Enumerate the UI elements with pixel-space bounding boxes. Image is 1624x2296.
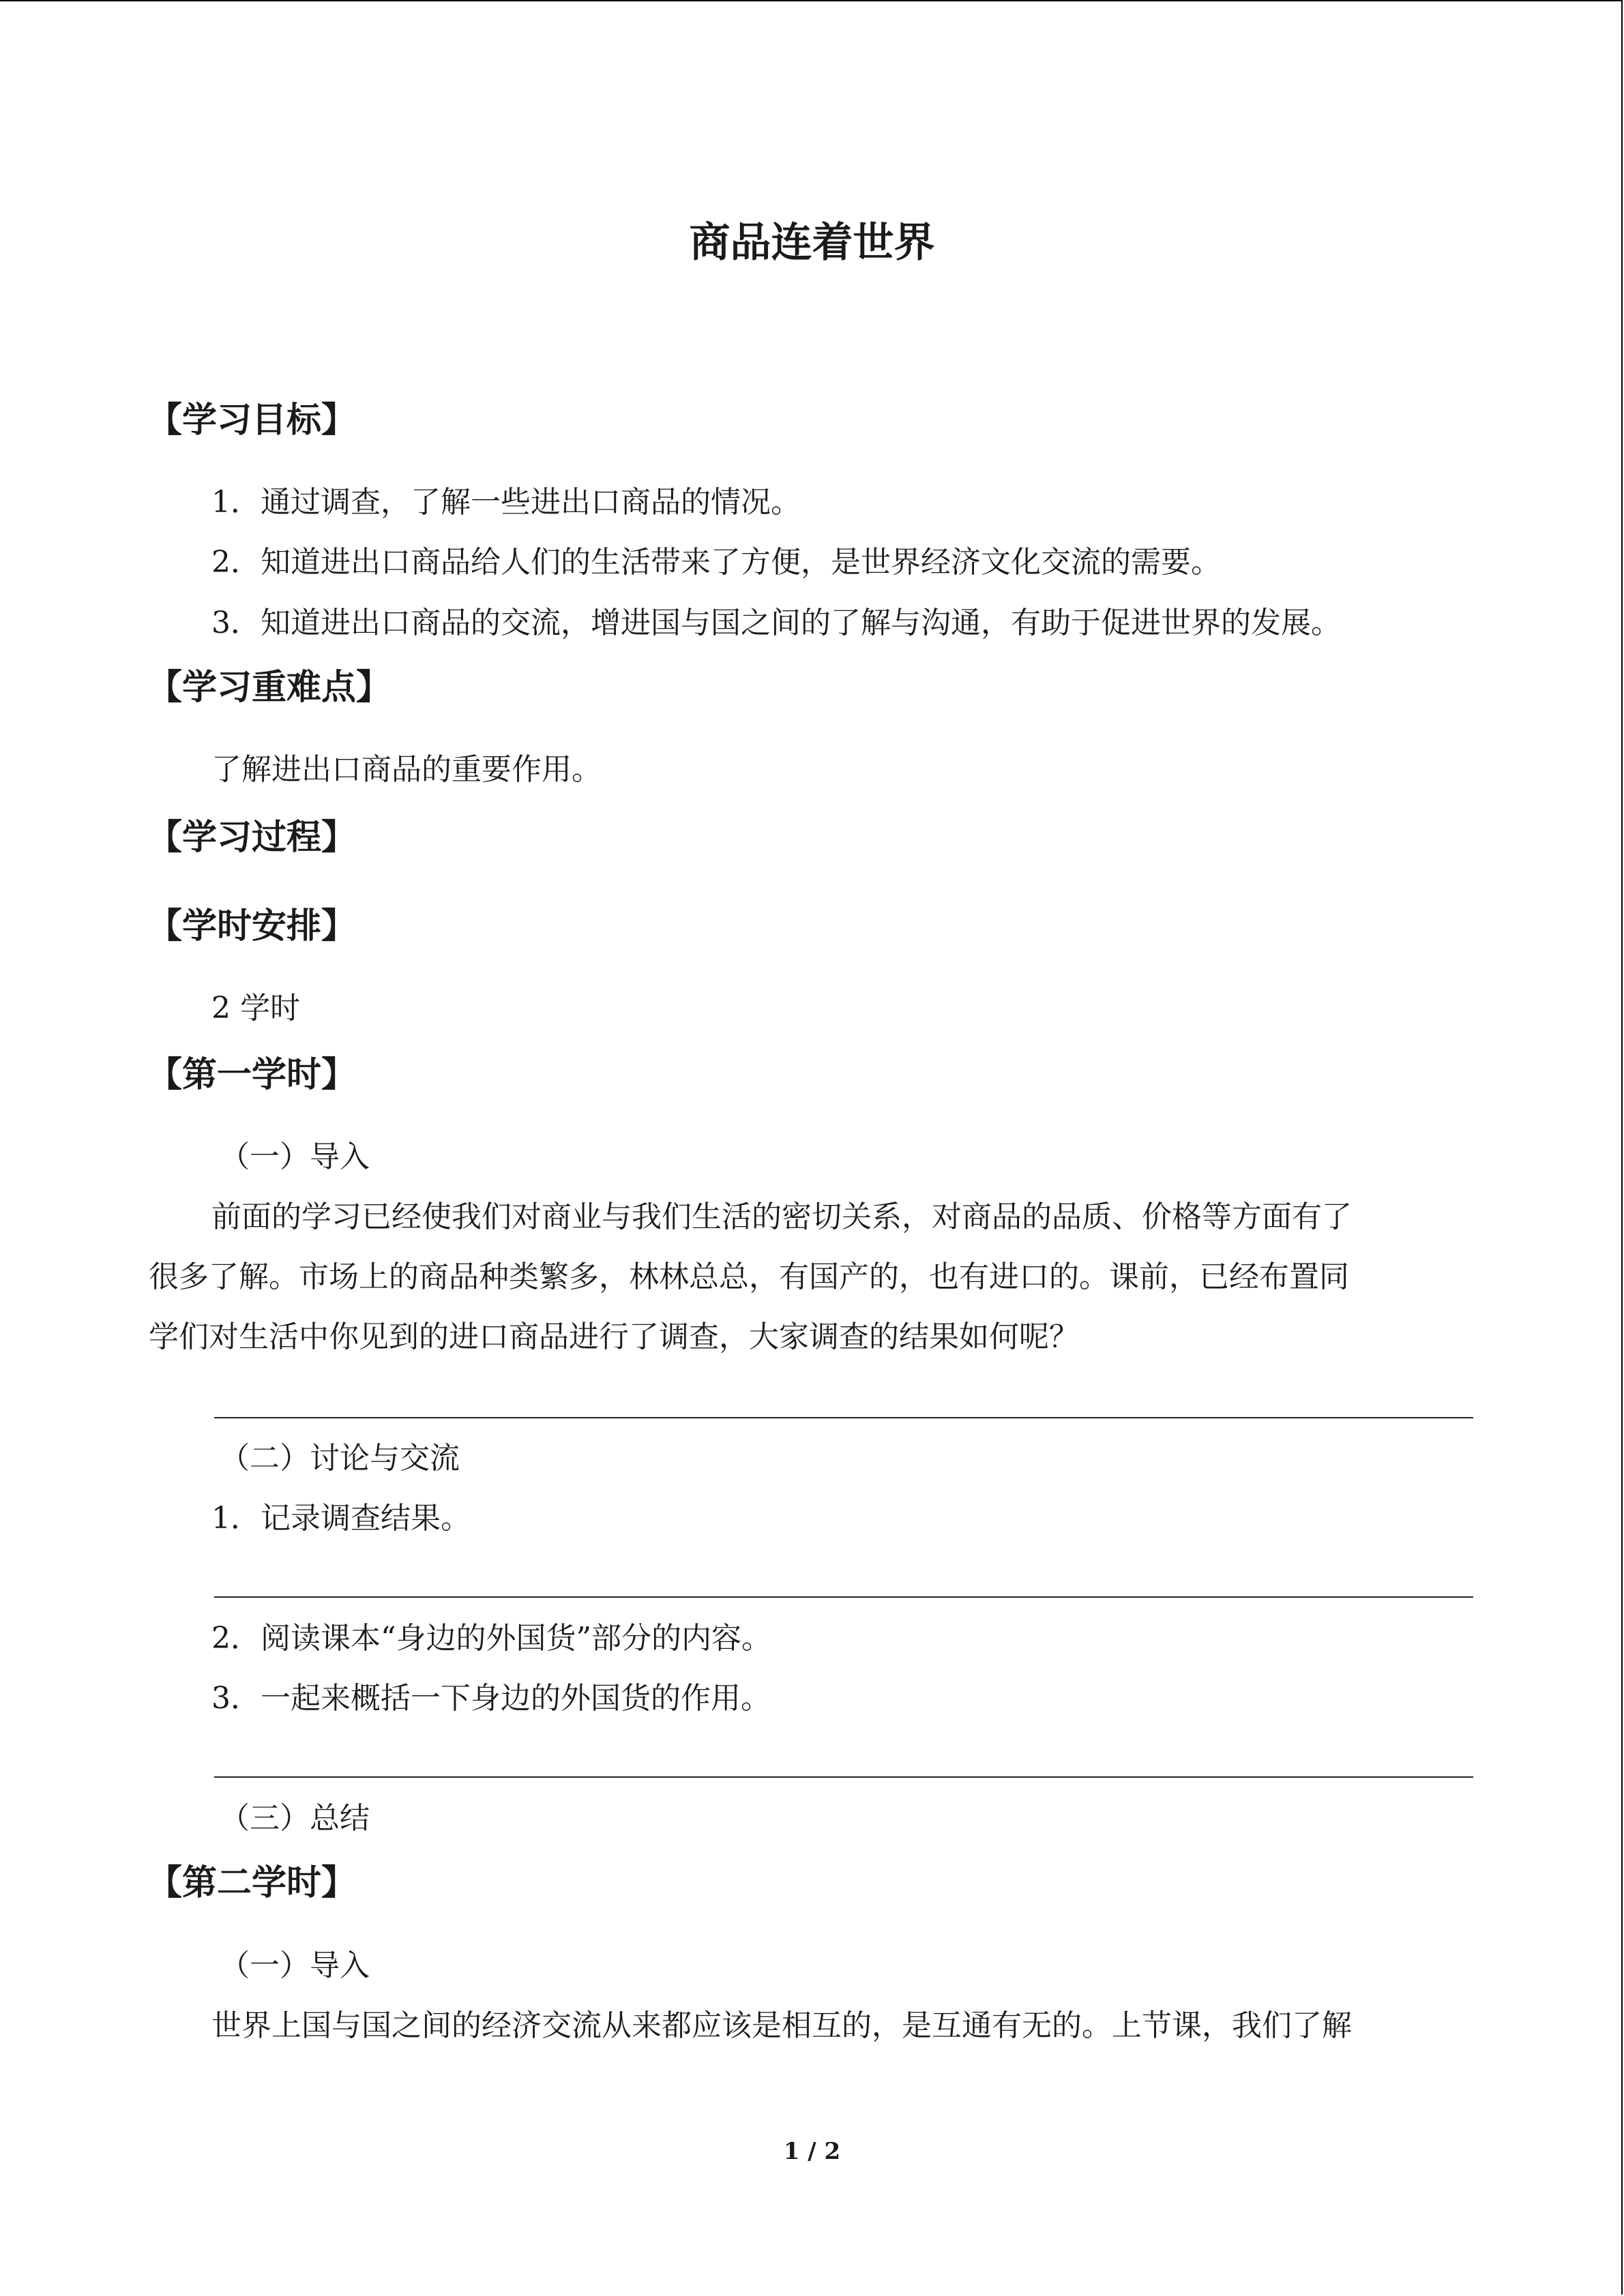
lesson1-discussion-label: （二）讨论与交流 [220, 1441, 460, 1476]
lesson1-step-2: 2．阅读课本“身边的外国货”部分的内容。 [211, 1621, 771, 1656]
heading-process: 【学习过程】 [147, 817, 357, 858]
schedule-text: 2 学时 [211, 991, 300, 1026]
lesson2-intro-label: （一）导入 [220, 1948, 370, 1983]
heading-objectives: 【学习目标】 [147, 400, 357, 441]
objective-item-1: 1．通过调查，了解一些进出口商品的情况。 [211, 485, 801, 520]
document-title: 商品连着世界 [689, 219, 935, 267]
lesson1-step-1: 1．记录调查结果。 [211, 1501, 471, 1536]
heading-key-points: 【学习重难点】 [147, 667, 392, 708]
heading-lesson2: 【第二学时】 [147, 1862, 357, 1903]
answer-line-3 [214, 1776, 1473, 1778]
lesson1-summary-label: （三）总结 [220, 1801, 370, 1836]
lesson1-intro-label: （一）导入 [220, 1139, 370, 1174]
objective-item-3: 3．知道进出口商品的交流，增进国与国之间的了解与沟通，有助于促进世界的发展。 [211, 606, 1341, 640]
heading-lesson1: 【第一学时】 [147, 1054, 357, 1095]
page-number: 1 / 2 [783, 2138, 841, 2165]
answer-line-2 [214, 1596, 1473, 1598]
lesson1-step-3: 3．一起来概括一下身边的外国货的作用。 [211, 1681, 771, 1716]
lesson2-intro-line-1: 世界上国与国之间的经济交流从来都应该是相互的，是互通有无的。上节课，我们了解 [211, 2008, 1352, 2043]
lesson1-intro-line-2: 很多了解。市场上的商品种类繁多，林林总总，有国产的，也有进口的。课前，已经布置同 [149, 1259, 1349, 1294]
heading-schedule: 【学时安排】 [147, 906, 357, 946]
key-points-text: 了解进出口商品的重要作用。 [211, 752, 602, 787]
objective-item-2: 2．知道进出口商品给人们的生活带来了方便，是世界经济文化交流的需要。 [211, 545, 1221, 580]
lesson1-intro-line-3: 学们对生活中你见到的进口商品进行了调查，大家调查的结果如何呢？ [149, 1320, 1079, 1354]
answer-line-1 [214, 1417, 1473, 1418]
lesson1-intro-line-1: 前面的学习已经使我们对商业与我们生活的密切关系，对商品的品质、价格等方面有了 [211, 1199, 1352, 1234]
